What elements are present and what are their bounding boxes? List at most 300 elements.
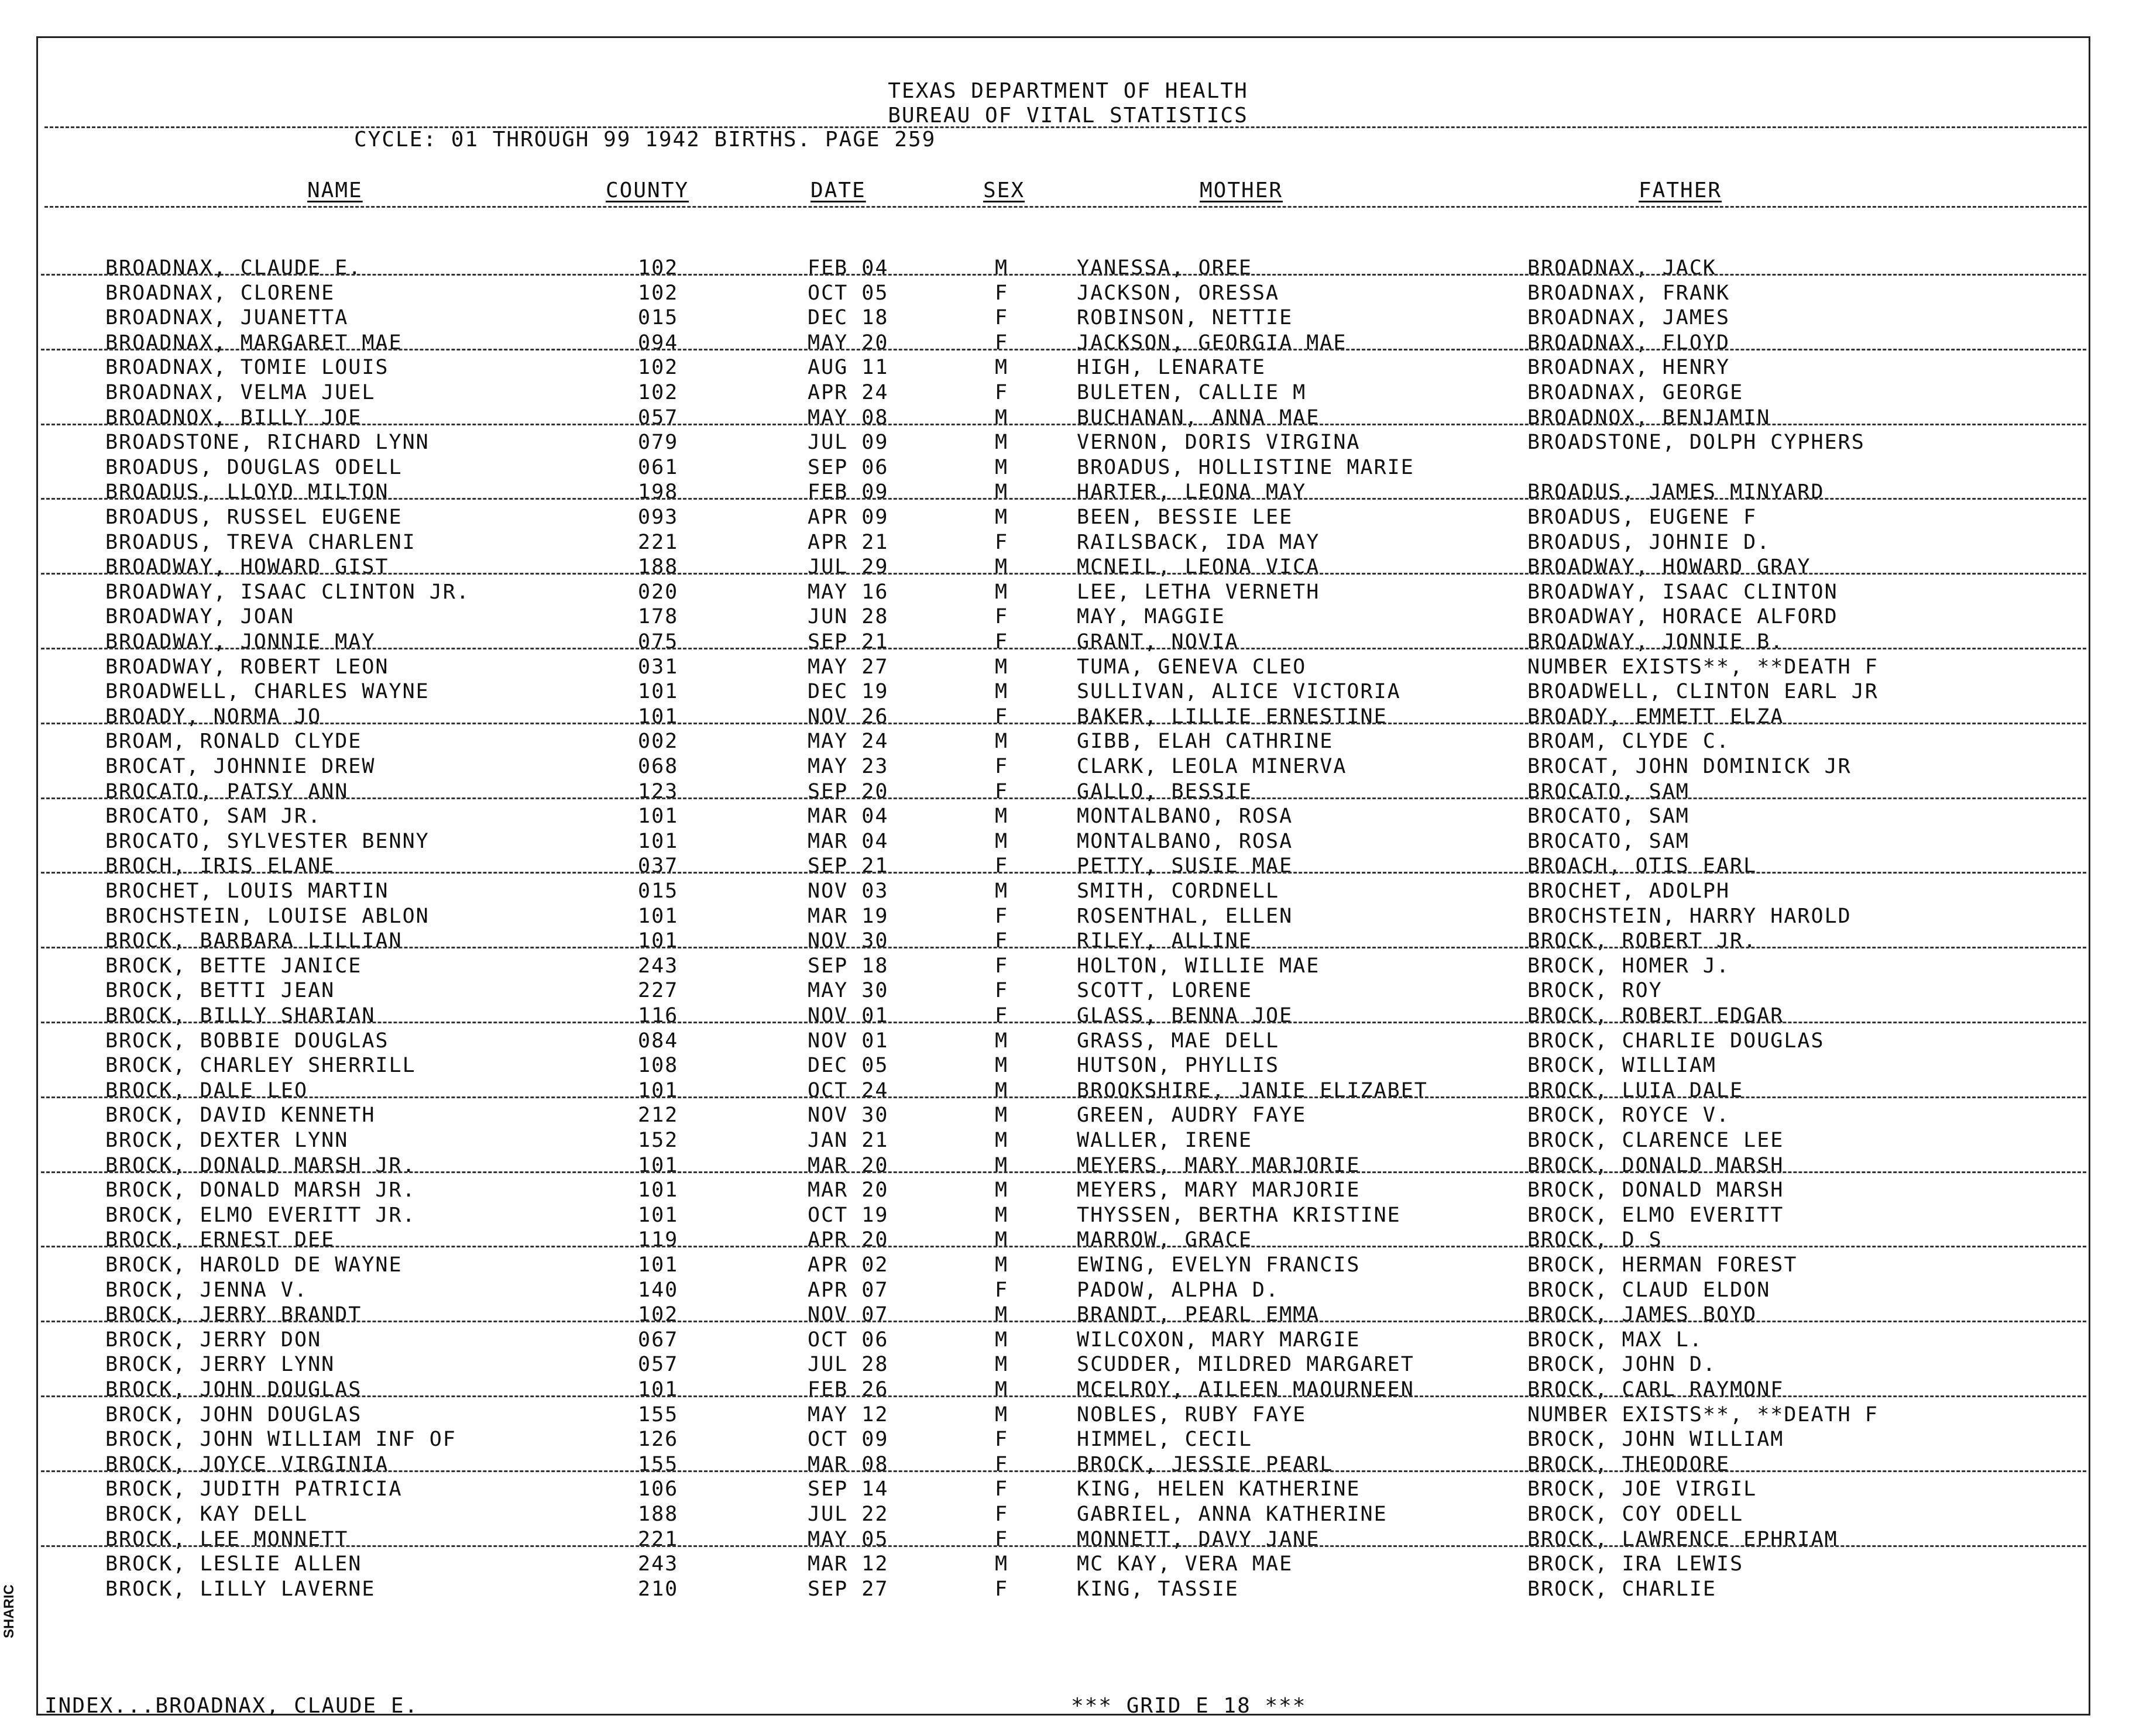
cell-county: 101 [638,704,679,728]
cell-mother: GIBB, ELAH CATHRINE [1077,730,1334,754]
table-row [0,1004,2136,1029]
cell-father: BROCK, WILLIAM [1527,1054,1717,1078]
cell-sex: F [995,755,1009,778]
cell-father: BROCK, LAWRENCE EPHRIAM [1527,1527,1838,1551]
cell-father: BROCK, LUIA DALE [1527,1078,1744,1102]
cell-sex: M [995,256,1009,280]
cell-mother: PETTY, SUSIE MAE [1077,854,1293,878]
cell-father: BROACH, OTIS EARL [1527,854,1757,878]
cell-county: 243 [638,954,679,978]
cell-county: 101 [638,805,679,829]
table-row [0,506,2136,530]
table-row [0,1378,2136,1402]
cell-sex: F [995,281,1009,305]
cell-name: BROCK, DONALD MARSH JR. [105,1153,416,1177]
cell-mother: MAY, MAGGIE [1077,605,1225,629]
cell-father: BROCAT, JOHN DOMINICK JR [1527,755,1852,778]
cell-date: MAY 23 [808,755,889,778]
cell-father: BROADNAX, FLOYD [1527,331,1730,355]
cell-county: 068 [638,755,679,778]
cell-father: BROCK, HERMAN FOREST [1527,1253,1798,1277]
cell-date: MAY 12 [808,1402,889,1426]
table-row [0,979,2136,1003]
cell-date: NOV 30 [808,929,889,953]
cell-date: NOV 01 [808,1029,889,1053]
cell-name: BROADNAX, VELMA JUEL [105,381,376,404]
cell-county: 119 [638,1228,679,1252]
cell-county: 094 [638,331,679,355]
department-title: TEXAS DEPARTMENT OF HEALTH [888,79,1248,103]
table-row [0,331,2136,356]
cell-name: BROCK, BETTI JEAN [105,979,335,1003]
cell-father: BROCATO, SAM [1527,779,1689,803]
cell-name: BROAM, RONALD CLYDE [105,730,362,754]
cell-date: DEC 18 [808,306,889,330]
cell-father: NUMBER EXISTS**, **DEATH F [1527,655,1879,679]
cell-sex: F [995,979,1009,1003]
cell-sex: M [995,1378,1009,1401]
cell-mother: WALLER, IRENE [1077,1129,1252,1152]
cell-date: JUL 28 [808,1353,889,1377]
cell-sex: M [995,680,1009,704]
index-label: INDEX...BROADNAX, CLAUDE E. [44,1694,419,1718]
table-row [0,1029,2136,1054]
cell-sex: M [995,506,1009,529]
table-row [0,1428,2136,1452]
cell-father: BROCK, CARL RAYMONF [1527,1378,1784,1401]
cell-name: BROCK, BARBARA LILLIAN [105,929,403,953]
cell-county: 101 [638,680,679,704]
cell-county: 155 [638,1452,679,1476]
cell-sex: F [995,1428,1009,1452]
cell-name: BROADNAX, MARGARET MAE [105,331,403,355]
cell-date: SEP 27 [808,1577,889,1601]
cell-mother: SMITH, CORDNELL [1077,879,1280,903]
cell-mother: TUMA, GENEVA CLEO [1077,655,1307,679]
cell-date: APR 02 [808,1253,889,1277]
cell-sex: F [995,904,1009,928]
table-row [0,1204,2136,1228]
cell-sex: F [995,331,1009,355]
cycle-info: CYCLE: 01 THROUGH 99 1942 BIRTHS. PAGE 259 [354,128,936,152]
cell-mother: SULLIVAN, ALICE VICTORIA [1077,680,1401,704]
cell-mother: JACKSON, ORESSA [1077,281,1280,305]
cell-name: BROCK, DEXTER LYNN [105,1129,349,1152]
cell-name: BROCATO, SAM JR. [105,805,322,829]
cell-county: 015 [638,879,679,903]
cell-mother: BROADUS, HOLLISTINE MARIE [1077,455,1414,479]
cell-mother: THYSSEN, BERTHA KRISTINE [1077,1203,1401,1227]
grid-label: *** GRID E 18 *** [1071,1694,1307,1718]
cell-date: AUG 11 [808,356,889,380]
cell-father: BROCHET, ADOLPH [1527,879,1730,903]
table-row [0,1577,2136,1602]
cell-county: 140 [638,1278,679,1302]
cell-father: BROADNAX, JAMES [1527,306,1730,330]
cell-mother: HARTER, LEONA MAY [1077,480,1307,504]
cell-mother: MEYERS, MARY MARJORIE [1077,1153,1361,1177]
cell-mother: WILCOXON, MARY MARGIE [1077,1328,1361,1352]
table-row [0,381,2136,405]
table-row [0,456,2136,480]
cell-name: BROCK, JERRY DON [105,1328,322,1352]
cell-county: 075 [638,630,679,654]
cell-sex: F [995,1477,1009,1501]
cell-mother: RAILSBACK, IDA MAY [1077,530,1320,554]
cell-county: 102 [638,256,679,280]
cell-date: MAR 12 [808,1552,889,1576]
cell-mother: PADOW, ALPHA D. [1077,1278,1280,1302]
cell-sex: M [995,1129,1009,1152]
cell-date: MAR 04 [808,805,889,829]
bureau-title: BUREAU OF VITAL STATISTICS [888,104,1248,128]
cell-county: 116 [638,1004,679,1027]
cell-name: BROCATO, SYLVESTER BENNY [105,829,430,853]
cell-date: SEP 06 [808,455,889,479]
cell-sex: F [995,1577,1009,1601]
cell-name: BROADNOX, BILLY JOE [105,405,362,429]
cell-sex: M [995,1029,1009,1053]
cell-county: 108 [638,1054,679,1078]
cell-sex: M [995,1328,1009,1352]
cell-date: NOV 07 [808,1303,889,1327]
cell-father: BROCATO, SAM [1527,829,1689,853]
cell-father: BROCK, CLARENCE LEE [1527,1129,1784,1152]
cell-mother: SCUDDER, MILDRED MARGARET [1077,1353,1414,1377]
cell-date: JAN 21 [808,1129,889,1152]
table-row [0,1104,2136,1128]
cell-mother: HOLTON, WILLIE MAE [1077,954,1320,978]
cell-sex: M [995,829,1009,853]
cell-county: 079 [638,431,679,455]
table-row [0,1503,2136,1527]
side-tag: SHARIC [1,1584,17,1638]
cell-father: BROCK, DONALD MARSH [1527,1153,1784,1177]
cell-father: BROCK, JOHN D. [1527,1353,1717,1377]
cell-name: BROADWELL, CHARLES WAYNE [105,680,430,704]
cell-father: BROADWAY, ISAAC CLINTON [1527,580,1838,604]
cell-county: 084 [638,1029,679,1053]
cell-name: BROCH, IRIS ELANE [105,854,335,878]
cell-mother: CLARK, LEOLA MINERVA [1077,755,1347,778]
cell-mother: ROBINSON, NETTIE [1077,306,1293,330]
cell-mother: BRANDT, PEARL EMMA [1077,1303,1320,1327]
cell-father: BROCK, DONALD MARSH [1527,1178,1784,1202]
column-header-sex: SEX [983,178,1025,202]
table-row [0,406,2136,431]
cell-county: 188 [638,1503,679,1526]
cell-mother: ROSENTHAL, ELLEN [1077,904,1293,928]
table-row [0,1353,2136,1377]
cell-name: BROCATO, PATSY ANN [105,779,349,803]
cell-county: 002 [638,730,679,754]
cell-name: BROADY, NORMA JO [105,704,322,728]
cell-date: DEC 19 [808,680,889,704]
cell-father: BROCK, ROYCE V. [1527,1104,1730,1127]
table-row [0,1328,2136,1353]
cell-mother: BAKER, LILLIE ERNESTINE [1077,704,1388,728]
table-row [0,1403,2136,1428]
cell-sex: M [995,1203,1009,1227]
cell-sex: F [995,704,1009,728]
cell-date: SEP 21 [808,630,889,654]
cell-mother: HIMMEL, CECIL [1077,1428,1252,1452]
table-row [0,256,2136,281]
cell-sex: M [995,655,1009,679]
cell-date: DEC 05 [808,1054,889,1078]
cell-father: BROADWAY, JONNIE B. [1527,630,1784,654]
table-row [0,555,2136,580]
table-row [0,281,2136,306]
cell-date: OCT 09 [808,1428,889,1452]
cell-mother: RILEY, ALLINE [1077,929,1252,953]
cell-mother: MONNETT, DAVY JANE [1077,1527,1320,1551]
cell-sex: M [995,879,1009,903]
cell-name: BROADUS, DOUGLAS ODELL [105,455,403,479]
table-row [0,1154,2136,1178]
cell-county: 101 [638,1203,679,1227]
cell-father: BROCK, MAX L. [1527,1328,1703,1352]
cell-name: BROADWAY, ROBERT LEON [105,655,389,679]
cell-father: BROCK, ELMO EVERITT [1527,1203,1784,1227]
table-row [0,954,2136,979]
cell-name: BROCK, CHARLEY SHERRILL [105,1054,416,1078]
cell-date: APR 21 [808,530,889,554]
cell-sex: M [995,480,1009,504]
cell-date: OCT 19 [808,1203,889,1227]
cell-father: BROADNAX, HENRY [1527,356,1730,380]
cell-name: BROCK, LILLY LAVERNE [105,1577,376,1601]
cell-father: BROCK, CLAUD ELDON [1527,1278,1771,1302]
table-row [0,879,2136,904]
table-row [0,356,2136,380]
cell-mother: MONTALBANO, ROSA [1077,805,1293,829]
cell-name: BROCK, JOHN WILLIAM INF OF [105,1428,456,1452]
cell-date: JUL 29 [808,555,889,579]
cell-sex: F [995,954,1009,978]
column-header-mother: MOTHER [1200,178,1283,202]
cell-name: BROADWAY, JONNIE MAY [105,630,376,654]
cell-mother: EWING, EVELYN FRANCIS [1077,1253,1361,1277]
cell-date: SEP 21 [808,854,889,878]
cell-name: BROCK, JOHN DOUGLAS [105,1378,362,1401]
cell-mother: MCNEIL, LEONA VICA [1077,555,1320,579]
cell-mother: KING, TASSIE [1077,1577,1239,1601]
cell-county: 227 [638,979,679,1003]
cell-name: BROCK, DONALD MARSH JR. [105,1178,416,1202]
table-row [0,1303,2136,1328]
cell-county: 101 [638,1078,679,1102]
cell-mother: GREEN, AUDRY FAYE [1077,1104,1307,1127]
cell-father: BROADWAY, HOWARD GRAY [1527,555,1811,579]
cell-date: APR 24 [808,381,889,404]
table-row [0,854,2136,879]
cell-name: BROCK, LEE MONNETT [105,1527,349,1551]
cell-sex: F [995,1527,1009,1551]
cell-name: BROCK, BOBBIE DOUGLAS [105,1029,389,1053]
table-row [0,929,2136,954]
table-row [0,531,2136,555]
cell-county: 101 [638,829,679,853]
cell-date: MAY 24 [808,730,889,754]
cell-county: 101 [638,1153,679,1177]
cell-date: MAY 20 [808,331,889,355]
cell-county: 057 [638,1353,679,1377]
table-row [0,755,2136,779]
cell-sex: F [995,1004,1009,1027]
cell-county: 101 [638,1378,679,1401]
table-row [0,780,2136,805]
cell-date: NOV 03 [808,879,889,903]
cell-father: BROCK, HOMER J. [1527,954,1730,978]
cell-father: BROADNAX, GEORGE [1527,381,1744,404]
cell-sex: F [995,306,1009,330]
table-row [0,1129,2136,1153]
cell-father: BROADNAX, JACK [1527,256,1717,280]
table-row [0,1552,2136,1577]
cell-name: BROCK, ELMO EVERITT JR. [105,1203,416,1227]
cell-sex: M [995,1104,1009,1127]
cell-date: SEP 18 [808,954,889,978]
cell-sex: M [995,1153,1009,1177]
cell-date: MAY 16 [808,580,889,604]
cell-date: OCT 06 [808,1328,889,1352]
cell-name: BROCK, JERRY LYNN [105,1353,335,1377]
cell-mother: HUTSON, PHYLLIS [1077,1054,1280,1078]
table-row [0,1228,2136,1253]
cell-mother: BROCK, JESSIE PEARL [1077,1452,1334,1476]
cell-county: 178 [638,605,679,629]
cell-county: 212 [638,1104,679,1127]
cell-mother: MCELROY, AILEEN MAOURNEEN [1077,1378,1414,1401]
cell-sex: M [995,1228,1009,1252]
cell-name: BROCHET, LOUIS MARTIN [105,879,389,903]
cell-name: BROADNAX, CLORENE [105,281,335,305]
table-row [0,580,2136,605]
cell-county: 031 [638,655,679,679]
table-row [0,306,2136,331]
cell-father: BROCK, ROY [1527,979,1663,1003]
cell-name: BROCK, BETTE JANICE [105,954,362,978]
cell-name: BROADNAX, CLAUDE E. [105,256,362,280]
cell-date: SEP 20 [808,779,889,803]
cell-county: 102 [638,1303,679,1327]
cell-sex: M [995,1178,1009,1202]
cell-father: BROCK, IRA LEWIS [1527,1552,1744,1576]
table-row [0,680,2136,704]
cell-father: BROCK, D S [1527,1228,1663,1252]
cell-date: JUL 22 [808,1503,889,1526]
cell-county: 198 [638,480,679,504]
table-row [0,730,2136,754]
cell-date: MAY 30 [808,979,889,1003]
cell-date: APR 09 [808,506,889,529]
cell-sex: M [995,356,1009,380]
table-row [0,830,2136,854]
cell-father: BROADWAY, HORACE ALFORD [1527,605,1838,629]
cell-sex: F [995,854,1009,878]
cell-county: 221 [638,1527,679,1551]
cell-sex: M [995,1078,1009,1102]
cell-name: BROCHSTEIN, LOUISE ABLON [105,904,430,928]
cell-father: BROCHSTEIN, HARRY HAROLD [1527,904,1852,928]
cell-date: MAR 20 [808,1153,889,1177]
cell-county: 093 [638,506,679,529]
cell-father: BROCK, ROBERT JR. [1527,929,1757,953]
cell-county: 102 [638,381,679,404]
cell-father: BROCK, JAMES BOYD [1527,1303,1757,1327]
cell-mother: MEYERS, MARY MARJORIE [1077,1178,1361,1202]
cell-father: BROCK, JOHN WILLIAM [1527,1428,1784,1452]
cell-mother: GABRIEL, ANNA KATHERINE [1077,1503,1388,1526]
table-row [0,1477,2136,1502]
cell-county: 101 [638,904,679,928]
cell-name: BROCK, JOYCE VIRGINIA [105,1452,389,1476]
cell-name: BROADWAY, JOAN [105,605,295,629]
cell-county: 221 [638,530,679,554]
cell-mother: KING, HELEN KATHERINE [1077,1477,1361,1501]
cell-sex: M [995,555,1009,579]
cell-county: 243 [638,1552,679,1576]
cell-date: OCT 05 [808,281,889,305]
cell-mother: SCOTT, LORENE [1077,979,1252,1003]
cell-father: BROADUS, JAMES MINYARD [1527,480,1825,504]
cell-father: BROAM, CLYDE C. [1527,730,1730,754]
cell-father: BROADUS, JOHNIE D. [1527,530,1771,554]
cell-county: 152 [638,1129,679,1152]
cell-sex: F [995,1503,1009,1526]
cell-father: BROCK, CHARLIE [1527,1577,1717,1601]
cell-mother: MARROW, GRACE [1077,1228,1252,1252]
cell-county: 155 [638,1402,679,1426]
column-header-divider [44,206,2087,208]
cell-sex: M [995,431,1009,455]
cell-mother: MC KAY, VERA MAE [1077,1552,1293,1576]
cell-sex: M [995,1353,1009,1377]
cell-name: BROCK, JENNA V. [105,1278,308,1302]
cell-name: BROADWAY, ISAAC CLINTON JR. [105,580,470,604]
cell-date: MAR 19 [808,904,889,928]
cell-date: JUL 09 [808,431,889,455]
cell-mother: BUCHANAN, ANNA MAE [1077,405,1320,429]
cell-sex: M [995,1303,1009,1327]
cell-name: BROADWAY, HOWARD GIST [105,555,389,579]
column-header-date: DATE [811,178,866,202]
cell-date: MAR 04 [808,829,889,853]
cell-sex: F [995,779,1009,803]
cell-county: 126 [638,1428,679,1452]
table-row [0,1528,2136,1552]
table-row [0,605,2136,630]
table-row [0,1079,2136,1104]
cell-name: BROCK, ERNEST DEE [105,1228,335,1252]
cell-sex: M [995,1253,1009,1277]
cell-father: BROCK, COY ODELL [1527,1503,1744,1526]
cell-mother: VERNON, DORIS VIRGINA [1077,431,1361,455]
cell-county: 020 [638,580,679,604]
cell-date: MAY 05 [808,1527,889,1551]
cell-date: SEP 14 [808,1477,889,1501]
cell-father: BROCK, CHARLIE DOUGLAS [1527,1029,1825,1053]
cell-name: BROCK, JERRY BRANDT [105,1303,362,1327]
cell-name: BROCK, HAROLD DE WAYNE [105,1253,403,1277]
table-row [0,1178,2136,1203]
cell-father: BROCATO, SAM [1527,805,1689,829]
cell-county: 037 [638,854,679,878]
cell-sex: F [995,630,1009,654]
cell-county: 067 [638,1328,679,1352]
cell-sex: F [995,1278,1009,1302]
